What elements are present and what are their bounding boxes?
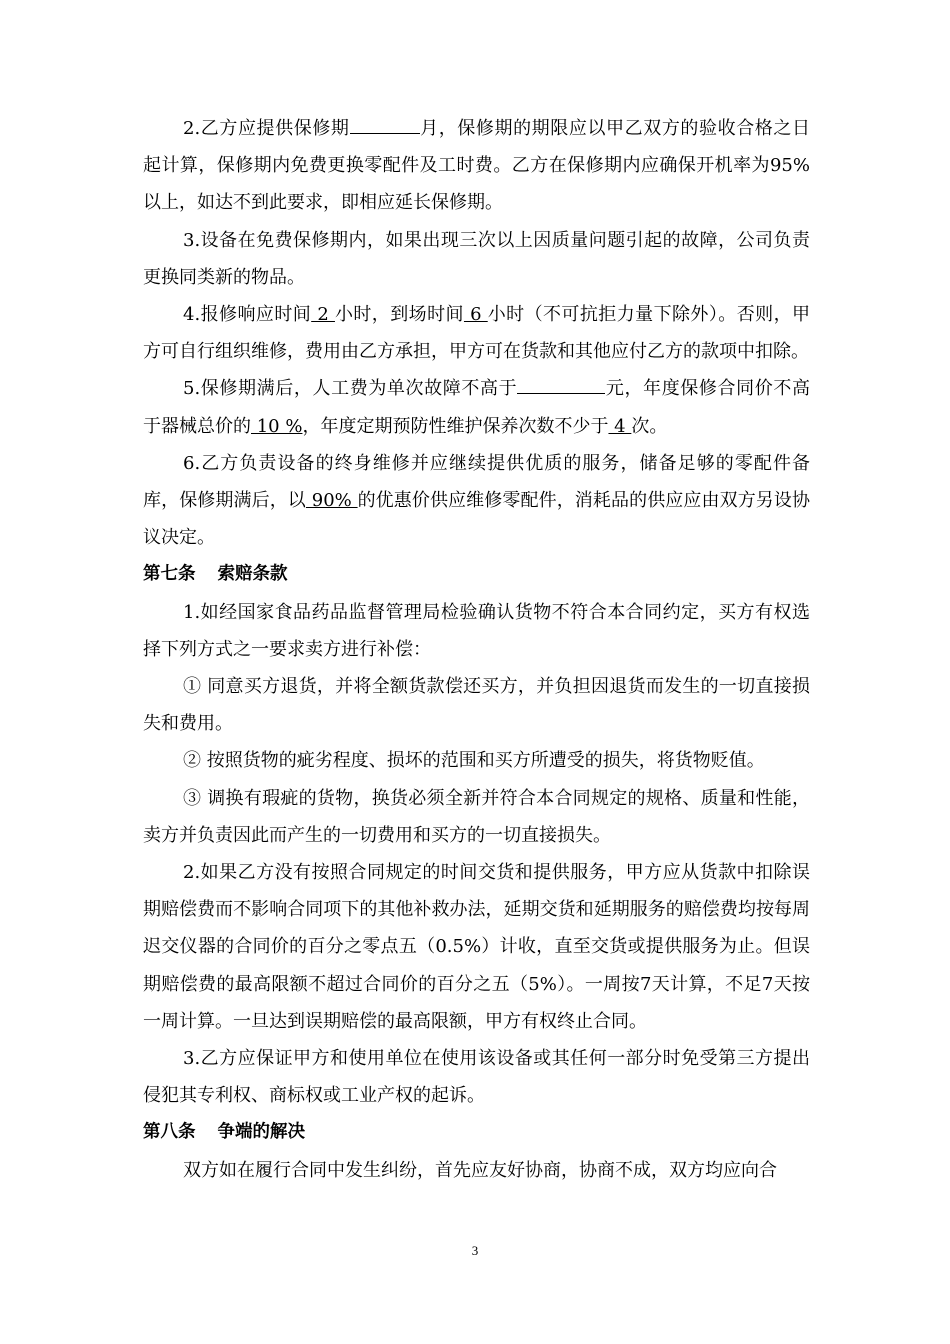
discount-percent: 90%: [305, 490, 358, 512]
article7-option1: ① 同意买方退货，并将全额货款偿还买方，并负担因退货而发生的一切直接损失和费用。: [143, 676, 810, 735]
article8-para1: 双方如在履行合同中发生纠纷，首先应友好协商，协商不成，双方均应向合: [183, 1159, 777, 1181]
article7-para3: 3.乙方应保证甲方和使用单位在使用该设备或其任何一部分时免受第三方提出侵犯其专利权、商标权或工业产权的起诉。: [143, 1048, 810, 1107]
article8-heading: 第八条 争端的解决: [143, 1122, 305, 1143]
clause-lifetime-maintenance: 6.乙方负责设备的终身维修并应继续提供优质的服务，储备足够的零配件备库，保修期满后，以 90% 的优惠价供应维修零配件，消耗品的供应应由双方另设协议决定。: [143, 452, 811, 549]
labor-fee-blank: [517, 375, 605, 395]
article7-para1: 1.如经国家食品药品监督管理局检验确认货物不符合本合同约定，买方有权选择下列方式之一要求卖方进行补偿：: [143, 601, 810, 660]
article7-para2: 2.如果乙方没有按照合同规定的时间交货和提供服务，甲方应从货款中扣除误期赔偿费而不影响合同项下的其他补救办法，延期交货和延期服务的赔偿费均按每周迟交仪器的合同价的百分之零点五（0.5%）计收，直至交货或提供服务为止。但误期赔偿费的最高限额不超过合同价的百分之五（5%）。一周按7天计算，不足7天按一周计算。一旦达到误期赔偿的最高限额，甲方有权终止合同。: [143, 862, 810, 1032]
clause-replacement: 3.设备在免费保修期内，如果出现三次以上因质量问题引起的故障，公司负责更换同类新的物品。: [143, 229, 810, 288]
arrival-hours: 6: [463, 304, 488, 326]
clause-after-warranty: 5.保修期满后，人工费为单次故障不高于 元，年度保修合同价不高于器械总价的 10 %，年度定期预防性维护保养次数不少于 4 次。: [143, 370, 810, 444]
clause-response-time: 4.报修响应时间 2 小时，到场时间 6 小时（不可抗拒力量下除外）。否则，甲方可自行组织维修，费用由乙方承担，甲方可在货款和其他应付乙方的款项中扣除。: [143, 304, 811, 363]
clause-warranty-period: 2.乙方应提供保修期 月，保修期的期限应以甲乙双方的验收合格之日起计算，保修期内免费更换零配件及工时费。乙方在保修期内应确保开机率为95%以上，如达不到此要求，即相应延长保修期。: [143, 110, 810, 222]
warranty-months-blank: [350, 114, 420, 134]
article7-option3: ③ 调换有瑕疵的货物，换货必须全新并符合本合同规定的规格、质量和性能，卖方并负责因此而产生的一切费用和买方的一切直接损失。: [143, 787, 810, 846]
article7-heading: 第七条 索赔条款: [143, 564, 288, 585]
maintenance-count: 4: [608, 415, 632, 437]
contract-price-percent: 10 %: [251, 415, 303, 437]
article7-option2: ② 按照货物的疵劣程度、损坏的范围和买方所遭受的损失，将货物贬值。: [183, 750, 765, 772]
response-hours: 2: [311, 304, 335, 326]
page-number: 3: [471, 1243, 479, 1258]
